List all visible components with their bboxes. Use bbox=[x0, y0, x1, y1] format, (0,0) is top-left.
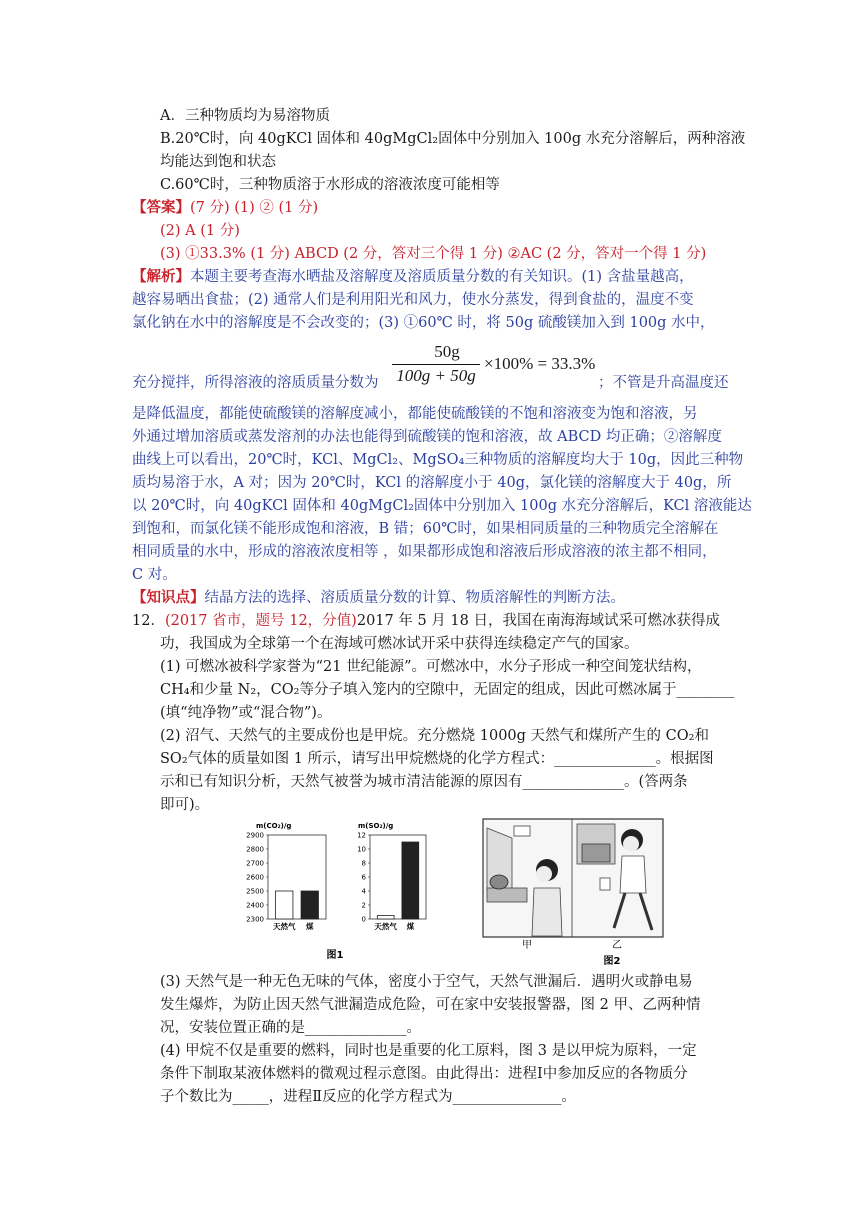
figure-1-caption: 图1 bbox=[326, 950, 344, 961]
part3-line2: 发生爆炸，为防止因天然气泄漏造成危险，可在家中安装报警器，图 2 甲、乙两种情 bbox=[160, 997, 701, 1013]
boy-face-left bbox=[536, 866, 552, 882]
stove bbox=[487, 888, 527, 902]
y-tick-label: 10 bbox=[357, 845, 366, 854]
knowledge-tag: 【知识点】 bbox=[132, 589, 205, 606]
category-label: 煤 bbox=[406, 922, 415, 931]
analysis-line12: C 对。 bbox=[132, 567, 177, 583]
analysis-line4a: 充分搅拌，所得溶液的溶质质量分数为 bbox=[132, 375, 379, 391]
bar bbox=[402, 842, 419, 919]
option-b-line1: B.20℃时，向 40gKCl 固体和 40gMgCl₂固体中分别加入 100g 水充分溶解后，两种溶液 bbox=[160, 131, 746, 147]
alarm-right-icon bbox=[600, 878, 610, 890]
alarm-left-icon bbox=[514, 826, 530, 836]
question-number: 12． bbox=[132, 613, 165, 629]
y-tick-label: 8 bbox=[361, 859, 366, 868]
y-tick-label: 0 bbox=[361, 915, 366, 924]
formula-result: ×100% = 33.3% bbox=[484, 354, 596, 373]
part4-line3: 子个数比为_____，进程Ⅱ反应的化学方程式为_______________。 bbox=[160, 1089, 576, 1105]
y-tick-label: 2800 bbox=[246, 845, 264, 854]
figure-1 bbox=[230, 815, 440, 965]
y-tick-label: 2400 bbox=[246, 901, 264, 910]
analysis-line11: 相同质量的水中，形成的溶液浓度相等 ，如果都形成饱和溶液后形成溶液的浓主都不相同， bbox=[132, 544, 717, 560]
bar bbox=[301, 891, 318, 919]
mass-fraction-formula bbox=[392, 342, 622, 388]
formula-denominator: 100g + 50g bbox=[396, 366, 476, 385]
part1-line3: (填“纯净物”或“混合物”)。 bbox=[160, 705, 332, 721]
analysis-line1 bbox=[132, 267, 694, 287]
y-tick-label: 2500 bbox=[246, 887, 264, 896]
analysis-tag: 【解析】 bbox=[132, 268, 190, 285]
y-tick-label: 2700 bbox=[246, 859, 264, 868]
knowledge-text: 结晶方法的选择、溶质质量分数的计算、物质溶解性的判断方法。 bbox=[204, 590, 625, 606]
category-label: 天然气 bbox=[272, 922, 296, 931]
question-source: (2017 省市，题号 12，分值) bbox=[164, 613, 357, 629]
label-yi: 乙 bbox=[612, 940, 622, 951]
answer-tag: 【答案】 bbox=[132, 199, 190, 216]
y-tick-label: 2300 bbox=[246, 915, 264, 924]
y-tick-label: 4 bbox=[361, 887, 366, 896]
part4-line1: (4) 甲烷不仅是重要的燃料，同时也是重要的化工原料，图 3 是以甲烷为原料，一定 bbox=[160, 1043, 697, 1059]
knowledge-point bbox=[132, 588, 625, 608]
bar bbox=[276, 891, 293, 919]
wall-device bbox=[582, 844, 610, 862]
figure-2-caption: 图2 bbox=[603, 956, 621, 967]
analysis-line9: 以 20℃时，向 40gKCl 固体和 40gMgCl₂固体中分别加入 100g 水充分溶解后，KCl 溶液能达 bbox=[132, 498, 752, 514]
answer-line1 bbox=[132, 198, 318, 218]
part2-line2: SO₂气体的质量如图 1 所示，请写出甲烷燃烧的化学方程式：______________。根据图 bbox=[160, 751, 714, 767]
option-a: A．三种物质均为易溶物质 bbox=[160, 108, 330, 124]
analysis-text1: 本题主要考查海水晒盐及溶解度及溶质质量分数的有关知识。(1) 含盐量越高， bbox=[190, 269, 694, 285]
y-tick-label: 2600 bbox=[246, 873, 264, 882]
y-axis-label: m(CO₂)/g bbox=[256, 822, 292, 830]
option-c: C.60℃时，三种物质溶于水形成的溶液浓度可能相等 bbox=[160, 177, 500, 193]
analysis-line8: 质均易溶于水，A 对；因为 20℃时，KCl 的溶解度小于 40g，氯化镁的溶解度大于 40g，所 bbox=[132, 475, 732, 491]
so2-bar-chart bbox=[357, 822, 426, 931]
analysis-line5: 是降低温度，都能使硫酸镁的溶解度减小，都能使硫酸镁的不饱和溶液变为饱和溶液，另 bbox=[132, 406, 698, 422]
part1-line2: CH₄和少量 N₂，CO₂等分子填入笼内的空隙中，无固定的组成，因此可燃冰属于________ bbox=[160, 682, 735, 698]
part2-line4: 即可)。 bbox=[160, 797, 210, 813]
label-jia: 甲 bbox=[522, 940, 532, 951]
analysis-line3: 氯化钠在水中的溶解度是不会改变的；(3) ①60℃ 时，将 50g 硫酸镁加入到 100g 水中， bbox=[132, 315, 715, 331]
part3-line3: 况，安装位置正确的是______________。 bbox=[160, 1020, 421, 1036]
boy-body-right bbox=[620, 856, 646, 893]
figure-2 bbox=[482, 818, 664, 968]
answer-part1: (7 分) (1) ② (1 分) bbox=[190, 200, 319, 216]
question-12-line2: 功，我国成为全球第一个在海域可燃冰试开采中获得连续稳定产气的国家。 bbox=[160, 636, 639, 652]
question-intro: 2017 年 5 月 18 日，我国在南海海域试采可燃冰获得成 bbox=[356, 613, 720, 629]
answer-line2: (2) A (1 分) bbox=[160, 223, 240, 239]
y-axis-label: m(SO₂)/g bbox=[358, 822, 394, 830]
analysis-line6: 外通过增加溶质或蒸发溶剂的办法也能得到硫酸镁的饱和溶液，故 ABCD 均正确；②溶解度 bbox=[132, 429, 722, 445]
kettle-icon bbox=[490, 875, 508, 889]
analysis-line10: 到饱和，而氯化镁不能形成饱和溶液，B 错；60℃时，如果相同质量的三种物质完全溶解在 bbox=[132, 521, 719, 537]
y-tick-label: 6 bbox=[361, 873, 366, 882]
part2-line1: (2) 沼气、天然气的主要成份也是甲烷。充分燃烧 1000g 天然气和煤所产生的 CO₂和 bbox=[160, 728, 709, 744]
y-tick-label: 2 bbox=[361, 901, 366, 910]
part1-line1: (1) 可燃冰被科学家誉为“21 世纪能源”。可燃冰中，水分子形成一种空间笼状结构， bbox=[160, 659, 702, 675]
boy-face-right bbox=[623, 836, 639, 852]
category-label: 天然气 bbox=[374, 922, 397, 931]
category-label: 煤 bbox=[306, 922, 314, 931]
part3-line1: (3) 天然气是一种无色无味的气体，密度小于空气，天然气泄漏后．遇明火或静电易 bbox=[160, 974, 693, 990]
y-tick-label: 2900 bbox=[246, 831, 264, 840]
bar bbox=[377, 916, 394, 920]
boy-body-left bbox=[532, 888, 562, 936]
formula-fraction-bar bbox=[392, 364, 480, 365]
formula-numerator: 50g bbox=[434, 342, 460, 361]
option-b-line2: 均能达到饱和状态 bbox=[160, 154, 276, 170]
y-tick-label: 12 bbox=[357, 831, 366, 840]
question-12-line1 bbox=[132, 611, 720, 631]
part4-line2: 条件下制取某液体燃料的微观过程示意图。由此得出：进程Ⅰ中参加反应的各物质分 bbox=[160, 1066, 688, 1082]
analysis-line4b: ；不管是升高温度还 bbox=[598, 375, 729, 391]
analysis-line2: 越容易晒出食盐；(2) 通常人们是利用阳光和风力，使水分蒸发，得到食盐的，温度不变 bbox=[132, 292, 694, 308]
part2-line3: 示和已有知识分析，天然气被誉为城市清洁能源的原因有______________。(答两条 bbox=[160, 774, 688, 790]
analysis-line7: 曲线上可以看出，20℃时，KCl、MgCl₂、MgSO₄三种物质的溶解度均大于 10g，因此三种物 bbox=[132, 452, 744, 468]
answer-line3: (3) ①33.3% (1 分) ABCD (2 分，答对三个得 1 分) ②AC (2 分，答对一个得 1 分) bbox=[160, 246, 707, 262]
co2-bar-chart bbox=[246, 822, 326, 931]
